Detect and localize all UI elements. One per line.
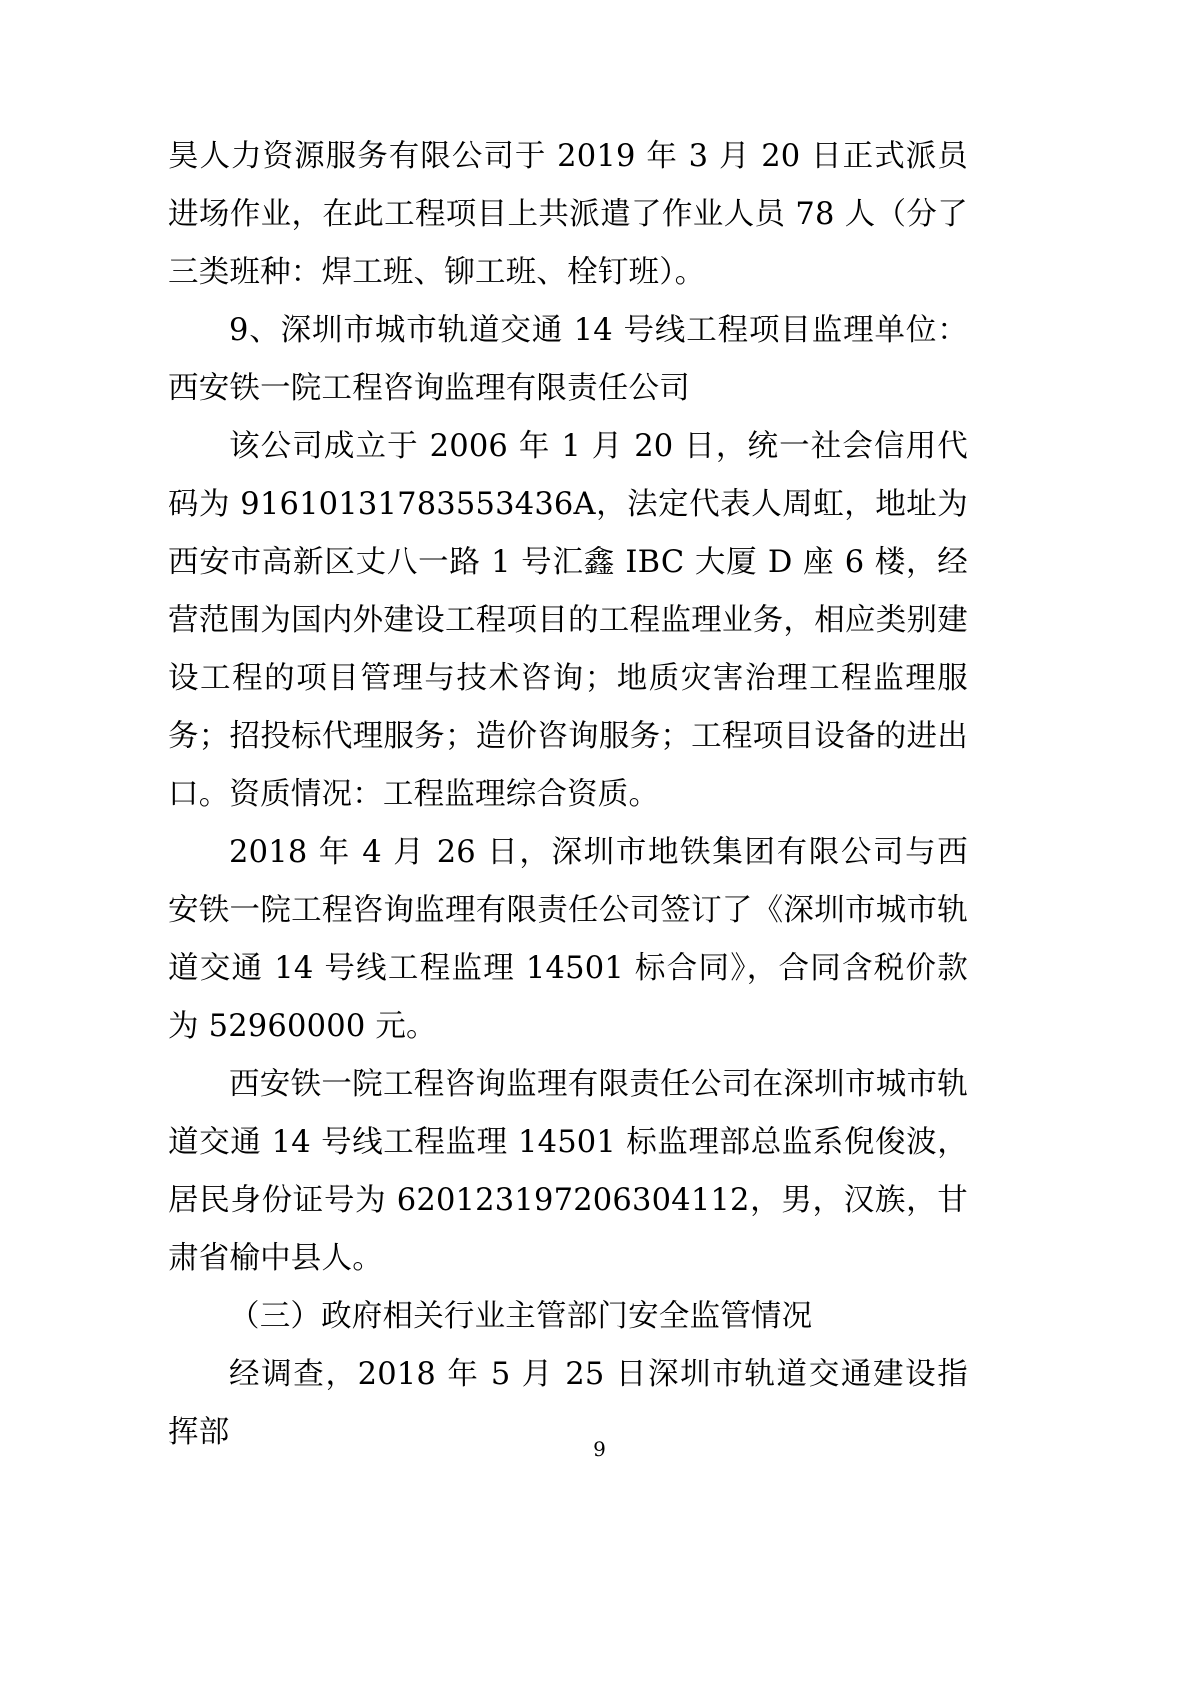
paragraph-7: 经调查，2018 年 5 月 25 日深圳市轨道交通建设指挥部 <box>168 1357 968 1450</box>
paragraph-5: 西安铁一院工程咨询监理有限责任公司在深圳市城市轨道交通 14 号线工程监理 14501 标监理部总监系倪俊波，居民身份证号为 620123197206304112，男，汉族，甘肃省榆中县人。 <box>168 1067 968 1276</box>
paragraph-3: 该公司成立于 2006 年 1 月 20 日，统一社会信用代码为 91610131783553436A，法定代表人周虹，地址为西安市高新区丈八一路 1 号汇鑫 IBC 大厦 D 座 6 楼，经营范围为国内外建设工程项目的工程监理业务，相应类别建设工程的项目管理与技术咨询；地质灾害治理工程监理服务；招投标代理服务；造价咨询服务；工程项目设备的进出口。资质情况：工程监理综合资质。 <box>168 429 968 812</box>
paragraph-1: 昊人力资源服务有限公司于 2019 年 3 月 20 日正式派员进场作业，在此工程项目上共派遣了作业人员 78 人（分了三类班种：焊工班、铆工班、栓钉班）。 <box>168 139 968 290</box>
document-body <box>168 128 968 1462</box>
paragraph-6: （三）政府相关行业主管部门安全监管情况 <box>229 1299 813 1334</box>
page-number: 9 <box>593 1437 606 1461</box>
paragraph-4: 2018 年 4 月 26 日，深圳市地铁集团有限公司与西安铁一院工程咨询监理有限责任公司签订了《深圳市城市轨道交通 14 号线工程监理 14501 标合同》，合同含税价款为 52960000 元。 <box>168 835 968 1044</box>
paragraph-2: 9、深圳市城市轨道交通 14 号线工程项目监理单位：西安铁一院工程咨询监理有限责任公司 <box>168 313 968 406</box>
